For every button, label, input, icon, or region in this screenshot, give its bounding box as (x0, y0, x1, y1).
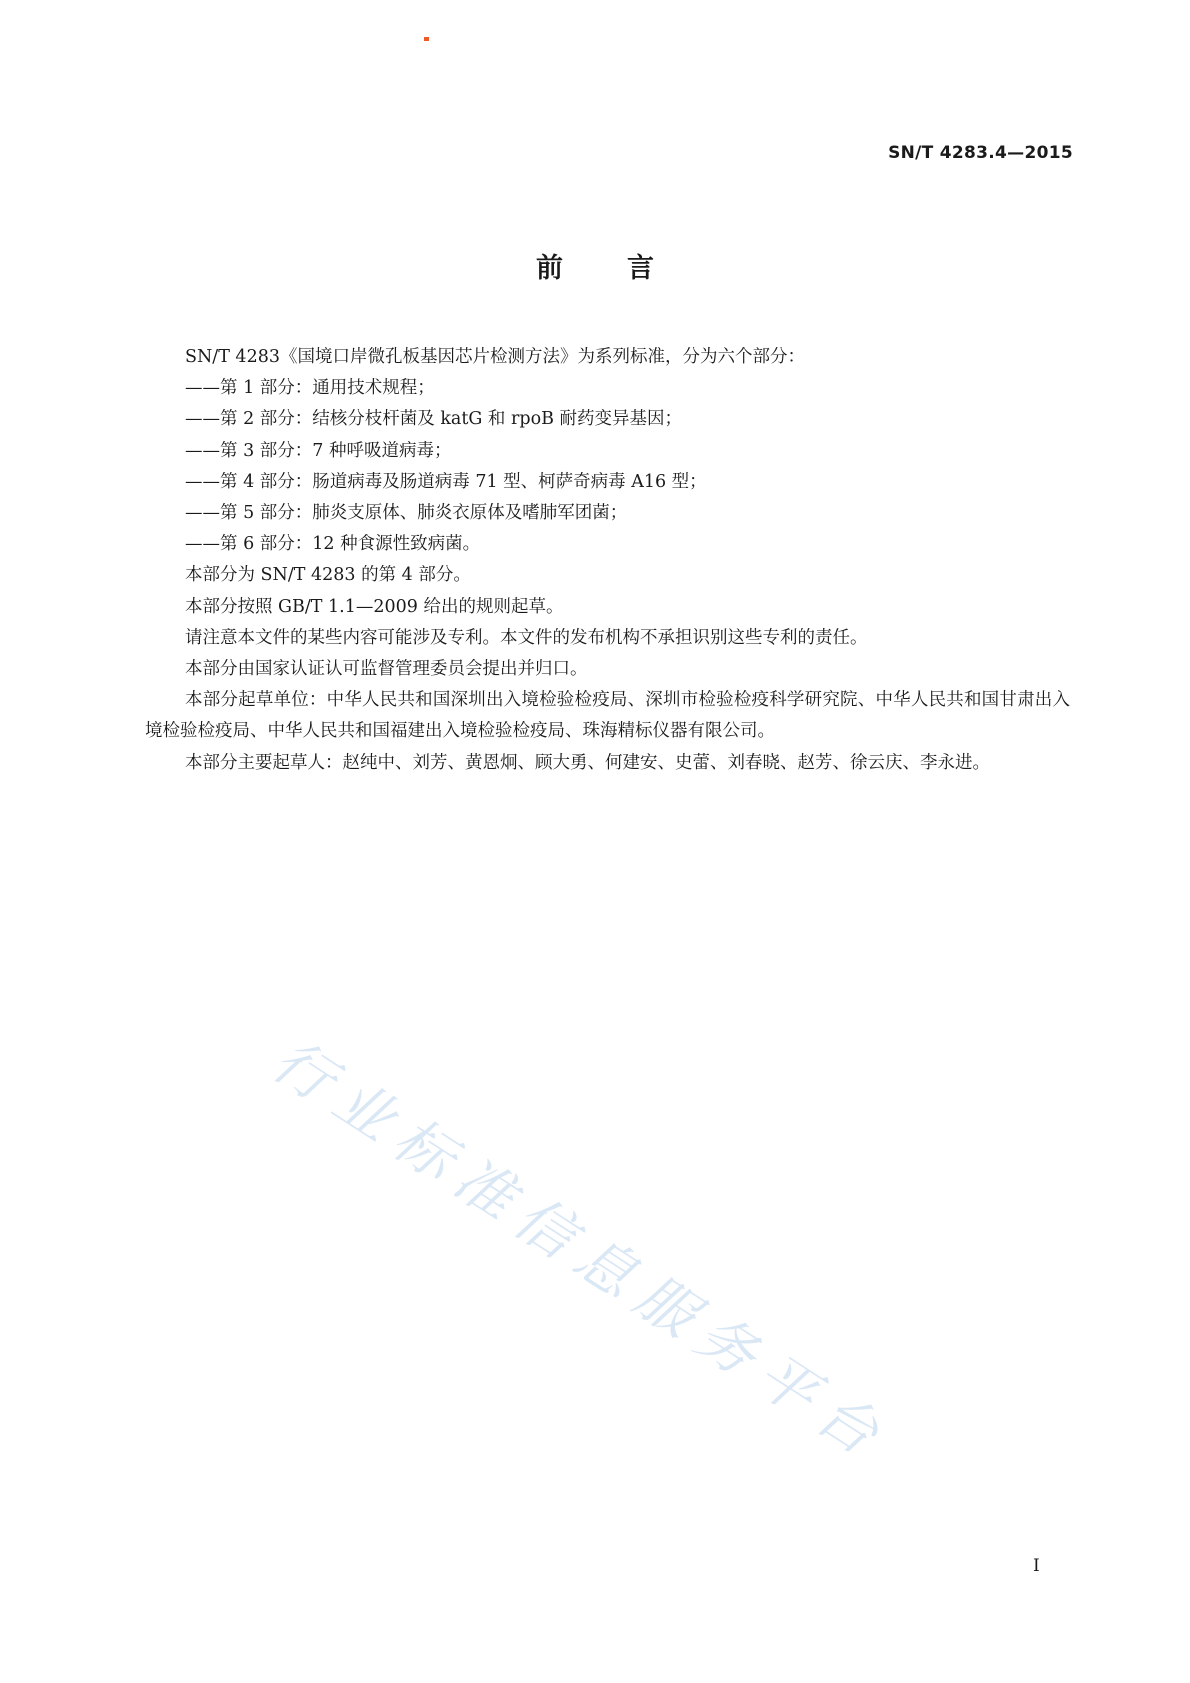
paragraph-drafters: 本部分主要起草人：赵纯中、刘芳、黄恩炯、顾大勇、何建安、史蕾、刘春晓、赵芳、徐云庆、李永进。 (185, 752, 990, 773)
foreword-body (145, 342, 1070, 779)
list-item-part-5: ——第 5 部分：肺炎支原体、肺炎衣原体及嗜肺军团菌； (185, 503, 628, 524)
watermark: 行业标准信息服务平台 (260, 1025, 902, 1476)
corner-mark (424, 37, 429, 41)
list-item-part-2: ——第 2 部分：结核分枝杆菌及 katG 和 rpoB 耐药变异基因； (185, 409, 683, 430)
paragraph-proposer: 本部分由国家认证认可监督管理委员会提出并归口。 (185, 659, 588, 680)
list-item-part-6: ——第 6 部分：12 种食源性致病菌。 (185, 534, 481, 555)
list-item-part-3: ——第 3 部分：7 种呼吸道病毒； (185, 440, 452, 461)
paragraph-patent-notice: 请注意本文件的某些内容可能涉及专利。本文件的发布机构不承担识别这些专利的责任。 (185, 627, 868, 648)
list-item-part-4: ——第 4 部分：肠道病毒及肠道病毒 71 型、柯萨奇病毒 A16 型； (185, 471, 707, 492)
paragraph-drafting-units: 本部分起草单位：中华人民共和国深圳出入境检验检疫局、深圳市检验检疫科学研究院、中华人民共和国甘肃出入境检验检疫局、中华人民共和国福建出入境检验检疫局、珠海精标仪器有限公司。 (145, 690, 1070, 742)
page-number: I (1033, 1556, 1040, 1576)
paragraph-drafting-rules: 本部分按照 GB/T 1.1—2009 给出的规则起草。 (185, 596, 564, 617)
paragraph-part-statement: 本部分为 SN/T 4283 的第 4 部分。 (185, 565, 471, 586)
list-item-part-1: ——第 1 部分：通用技术规程； (185, 378, 435, 399)
page-title: 前言 (536, 253, 718, 284)
standard-code: SN/T 4283.4—2015 (888, 143, 1073, 163)
paragraph-intro: SN/T 4283《国境口岸微孔板基因芯片检测方法》为系列标准，分为六个部分： (185, 347, 805, 367)
